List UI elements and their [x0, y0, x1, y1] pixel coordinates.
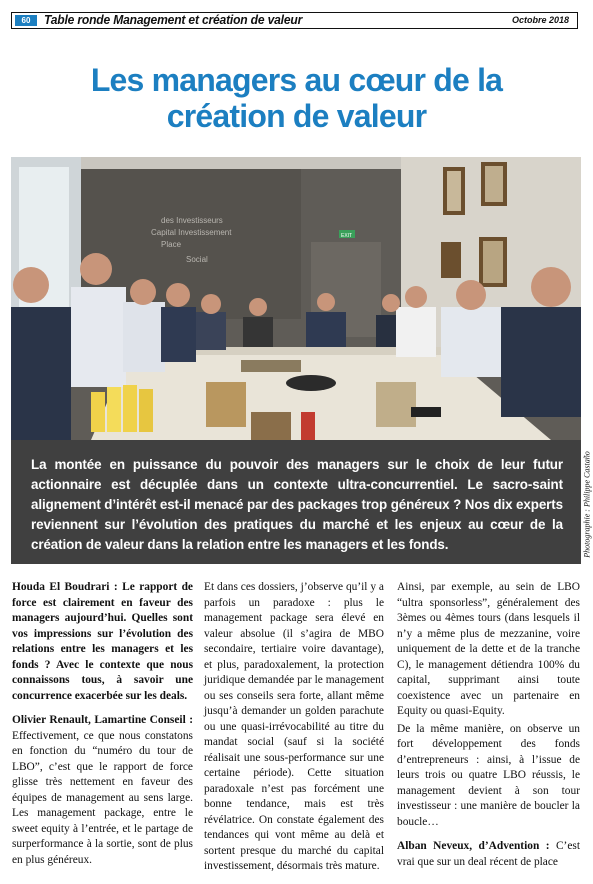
- wall-sign-line-2: Capital Investissement: [151, 228, 232, 237]
- answer-paragraph: [397, 839, 580, 870]
- wall-sign-line-3: Place: [161, 240, 182, 249]
- section-title: Table ronde Management et création de valeur: [44, 12, 303, 27]
- page-number: 60: [15, 15, 37, 26]
- photo-credit: [582, 440, 590, 570]
- question-text: Le rapport de force est clairement en faveur des managers aujourd’hui. Quelles sont vos impressions sur l’évolution des relations entre les managers et les fonds ? Avec le contexte que nous connaissons tous, à savoir une concurrence exacerbée sur les deals.: [12, 581, 193, 702]
- body-paragraph: Et dans ces dossiers, j’observe qu’il y a parfois un paradoxe : plus le management package sera élevé en valeur absolue (il s’agira de MBO secondaire, tertiaire voire davantage), et plus, paradoxalement, la protection juridique demandée par le management ou ses conseils sera forte, allant même jusqu’à demander un golden parachute ou une quasi-irrévocabilité au titre du mandat social (sauf si la société réalisait une sous-performance sur une certaine période). Cette situation paradoxale n’est pas forcément une bonne tendance, mais est très révélatrice. On constate également des tendances qui vont même au delà et sortent presque du marché du capital investissement, désormais très mature.: [204, 581, 384, 872]
- column-3: [397, 580, 580, 879]
- answer-paragraph: [12, 713, 193, 868]
- answer-text: Effectivement, ce que nous constatons en fonction du “numéro du tour de LBO”, c’est que le rapport de force glisse très nettement en faveur des équipes de management au sens large. Les management package, entre le sweet equity à l’entrée, et le partage de surperformance à la sortie, sont de plus en plus généreux.: [12, 729, 193, 866]
- lead-paragraph: La montée en puissance du pouvoir des managers sur le choix de leur futur actionnaire est décuplée dans un contexte ultra-concurrentiel. Le sacro-saint alignement d’intérêt est-il menacé par des packages trop généreux ? Nos dix experts reviennent sur l’évolution des pratiques du marché et les enjeux au cœur de la création de valeur dans la relation entre les managers et les fonds.: [11, 440, 581, 564]
- article-body: [11, 580, 581, 880]
- question-paragraph: [12, 580, 193, 704]
- body-paragraph: Ainsi, par exemple, au sein de LBO “ultra sponsorless”, généralement des 3èmes ou 4èmes tours (dans lesquels il n’y a même plus de mezzanine, voire uniquement de la dette et de la tranche C), le management détiendra 100% du capital, supprimant ainsi toute coexistence avec un partenaire en Equity ou quasi-Equity.: [397, 581, 580, 717]
- photo-credit-text: Photographie : Philippe Castaño: [582, 451, 592, 558]
- photo-illustration: [11, 157, 581, 440]
- issue-date: Octobre 2018: [511, 15, 569, 25]
- wall-sign-line-1: des Investisseurs: [161, 216, 223, 225]
- answer-speaker: Alban Neveux, d’Advention :: [397, 840, 550, 852]
- exit-sign: EXIT: [341, 233, 353, 239]
- column-1: [12, 580, 193, 877]
- answer-speaker: Olivier Renault, Lamartine Conseil :: [12, 714, 193, 726]
- answer-text: C’est vrai que sur un deal récent de place: [397, 840, 580, 868]
- column-2: [204, 580, 384, 884]
- body-paragraph: De la même manière, on observe un fort développement des fonds d’entrepreneurs : ainsi, à l’issue de leurs trois ou quatre LBO réussis, le management devient à son tour investisseur : une manière de boucler la boucle…: [397, 722, 580, 828]
- page-header: [11, 12, 578, 29]
- roundtable-photo: [11, 157, 581, 440]
- question-speaker: Houda El Boudrari :: [12, 581, 118, 593]
- article-title: Les managers au cœur de la création de valeur: [90, 62, 503, 134]
- wall-sign-line-4: Social: [186, 255, 208, 264]
